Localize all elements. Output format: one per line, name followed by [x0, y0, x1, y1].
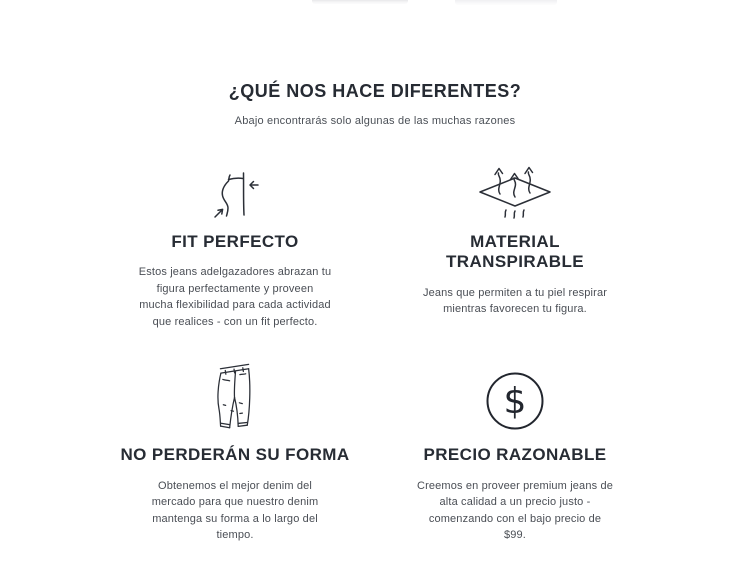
feature-title: PRECIO RAZONABLE	[423, 445, 607, 465]
partial-button-right[interactable]	[455, 0, 557, 5]
feature-no-perderan-forma	[95, 358, 375, 543]
feature-title: FIT PERFECTO	[171, 232, 299, 251]
svg-text:$: $	[503, 381, 527, 423]
section-subtitle: Abajo encontrarás solo algunas de las muchas razones	[234, 115, 516, 127]
section-title: ¿QUÉ NOS HACE DIFERENTES?	[228, 81, 522, 101]
feature-title: MATERIAL TRANSPIRABLE	[446, 232, 584, 272]
feature-precio-razonable	[375, 358, 655, 543]
feature-description: Estos jeans adelgazadores abrazan tu figura perfectamente y proveen mucha flexibilidad para cada actividad que realices - con un fit perfecto.	[138, 266, 332, 328]
features-grid	[95, 167, 655, 544]
partial-button-left[interactable]	[312, 0, 408, 4]
feature-fit-perfecto	[95, 167, 375, 330]
feature-description: Creemos en proveer premium jeans de alta calidad a un precio justo - comenzando con el bajo precio de $99.	[416, 479, 613, 542]
feature-description: Obtenemos el mejor denim del mercado para que nuestro denim mantenga su forma a lo largo del tiempo.	[151, 479, 319, 542]
body-fit-icon	[95, 167, 375, 219]
breathable-fabric-icon	[375, 167, 655, 219]
jeans-icon	[95, 358, 375, 432]
feature-material-transpirable	[375, 167, 655, 330]
feature-title: NO PERDERÁN SU FORMA	[120, 445, 350, 465]
feature-description: Jeans que permiten a tu piel respirar mientras favorecen tu figura.	[422, 286, 608, 316]
dollar-coin-icon	[375, 358, 655, 432]
